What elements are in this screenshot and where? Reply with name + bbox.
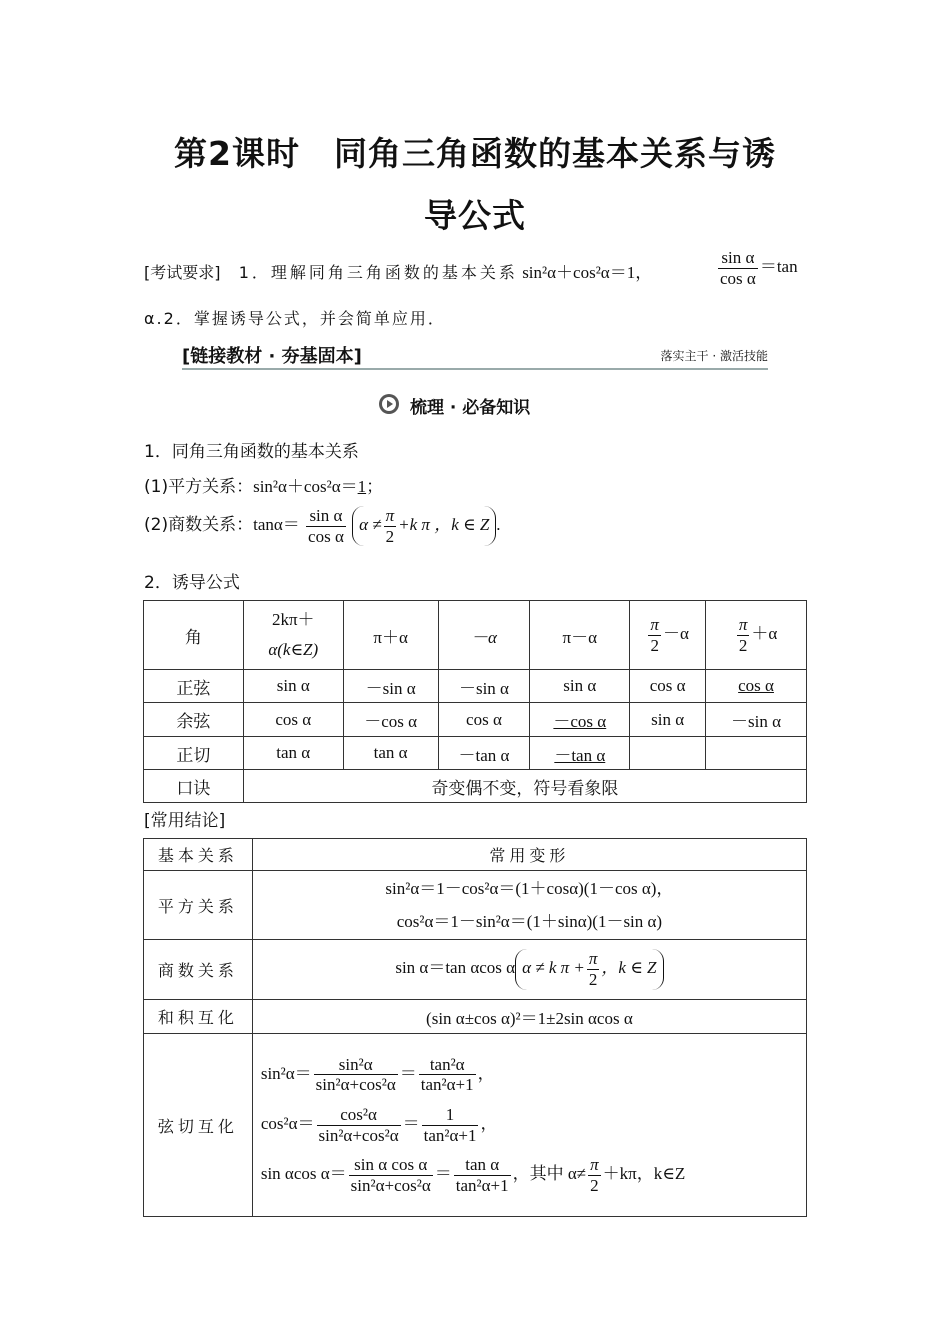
header-halfpi-plus: $\frac{\pi}{2}$ ＋α xyxy=(706,601,807,670)
page-title: 第2课时 同角三角函数的基本关系与诱 xyxy=(174,134,776,173)
mnemonic-text: 奇变偶不变，符号看象限 xyxy=(243,770,806,803)
square-value: 1 xyxy=(357,477,367,496)
table-row: 和积互化 (sin α±cos α)²＝1±2sin αcos α xyxy=(144,1000,807,1034)
page-title-line2: 导公式 xyxy=(424,196,526,235)
header-pi-minus: π－α xyxy=(530,601,630,670)
s1-heading: 1．同角三角函数的基本关系 xyxy=(144,442,359,462)
banner xyxy=(182,340,768,370)
induction-table xyxy=(143,600,807,803)
header-2kpi: 2kπ＋ α(k∈Z) xyxy=(243,601,343,670)
table-header-row xyxy=(144,601,807,670)
banner-divider xyxy=(182,368,768,370)
square-relation: (1)平方关系：sin²α＋cos²α＝1； xyxy=(144,477,384,497)
banner-left: [链接教材 · 夯基固本] xyxy=(182,346,362,367)
header-halfpi-minus: $\frac{\pi}{2}$ －α xyxy=(630,601,706,670)
banner-right: 落实主干 · 激活技能 xyxy=(660,349,768,363)
table-row: 余弦 cos α －cos α cos α －cos α sin α －sin α xyxy=(144,703,807,737)
header-pi-plus: π＋α xyxy=(343,601,438,670)
section-label: 梳理 · 必备知识 xyxy=(410,398,531,418)
table-row: 平方关系 sin²α＝1－cos²α＝(1＋cosα)(1－cos α)， cos²α＝1－sin²α＝(1＋sinα)(1－sin α) xyxy=(144,871,807,940)
table-row: 弦切互化 sin²α＝ $\frac{\text{sin²α}}{\text{sin²α+cos²α}}$ ＝ $\frac{\text{tan²α}}{\text{tan²α+1}}$ ， cos²α＝ $\frac{\text{cos²α}}{\text{sin²α+cos²α}}$ ＝ $\frac{1}{\text{tan²α+1}}$ ， sin αcos α＝ $\frac{\text{sin α cos α}}{\text{sin²α+cos²α}}$ ＝ $\frac{\text{tan α}}{\text{tan²α+1}}$ ，其中 α≠ $\frac{\pi}{2}$ ＋kπ，k∈Z xyxy=(144,1034,807,1217)
table-row-mnemonic: 口诀 奇变偶不变，符号看象限 xyxy=(144,770,807,803)
conclusions-table xyxy=(143,838,807,1217)
conclusions-label: [常用结论] xyxy=(144,811,226,831)
header-angle: 角 xyxy=(144,601,244,670)
requirement-item1: 1．理解同角三角函数的基本关系 xyxy=(238,263,518,282)
requirement-formula2: $\frac{\text{sin α}}{\text{cos α}}$ ＝tan xyxy=(720,248,798,288)
requirement-label: [考试要求] xyxy=(144,263,221,282)
play-icon xyxy=(378,393,400,415)
requirement-line1 xyxy=(144,258,652,283)
header-neg: －α xyxy=(438,601,530,670)
table-row: 正弦 sin α －sin α －sin α sin α cos α cos α xyxy=(144,670,807,703)
conclusions-header-row: 基本关系 常用变形 xyxy=(144,839,807,871)
quotient-relation: (2)商数关系：tanα＝ $\frac{\text{sin α}}{\text{cos α}}$ α ≠ $\frac{\pi}{2}$ +k π ，k ∈ Z . xyxy=(144,506,501,546)
table-row: 正切 tan α tan α －tan α －tan α xyxy=(144,737,807,770)
requirement-formula1: sin²α＋cos²α＝1， xyxy=(522,263,653,282)
s2-heading: 2．诱导公式 xyxy=(144,573,240,593)
table-row: 商数关系 sin α＝tan αcos α α ≠ k π + $\frac{\pi}{2}$ ，k ∈ Z xyxy=(144,940,807,1000)
requirement-line2: α.2．掌握诱导公式，并会简单应用． xyxy=(144,309,446,328)
